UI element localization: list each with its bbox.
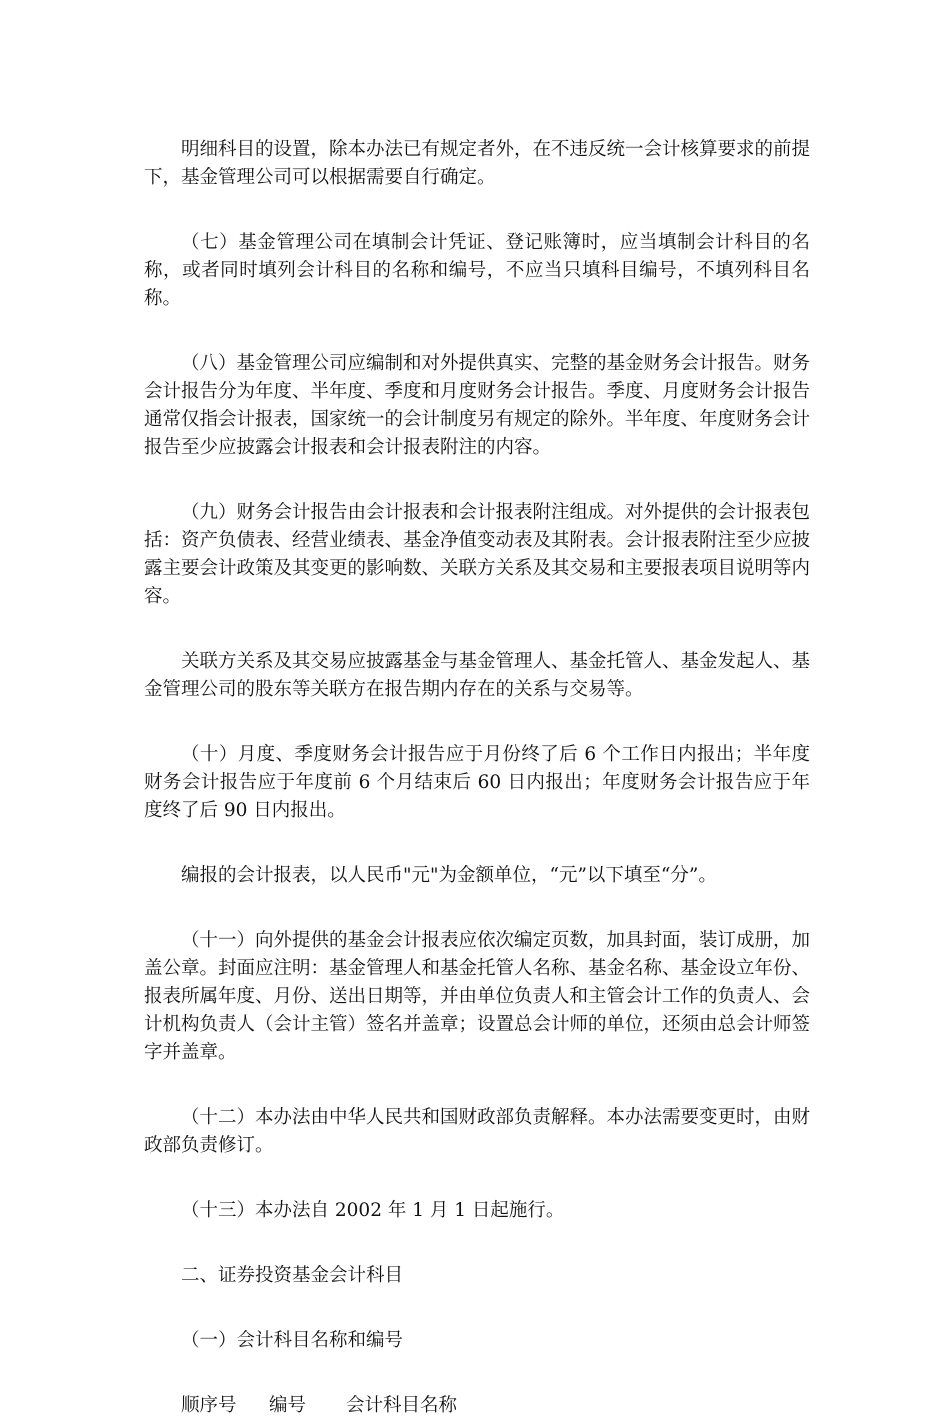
paragraph-item-10: （十）月度、季度财务会计报告应于月份终了后 6 个工作日内报出；半年度财务会计报告应于年度前 6 个月结束后 60 日内报出；年度财务会计报告应于年度终了后 90 日内报出。 [144,744,810,821]
section-heading: 二、证券投资基金会计科目 [181,1265,404,1286]
document-body [144,136,810,1420]
paragraph-detail-accounts: 明细科目的设置，除本办法已有规定者外，在不违反统一会计核算要求的前提下，基金管理公司可以根据需要自行确定。 [144,139,811,188]
column-header-account-name: 会计科目名称 [346,1395,458,1416]
paragraph-item-12: （十二）本办法由中华人民共和国财政部负责解释。本办法需要变更时，由财政部负责修订。 [144,1107,811,1156]
paragraph-currency-unit: 编报的会计报表，以人民币"元"为金额单位，“元”以下填至“分”。 [181,865,717,886]
paragraph-item-9: （九）财务会计报告由会计报表和会计报表附注组成。对外提供的会计报表包括：资产负债表、经营业绩表、基金净值变动表及其附表。会计报表附注至少应披露主要会计政策及其变更的影响数、关联方关系及其交易和主要报表项目说明等内容。 [144,502,811,607]
paragraph-item-8: （八）基金管理公司应编制和对外提供真实、完整的基金财务会计报告。财务会计报告分为年度、半年度、季度和月度财务会计报告。季度、月度财务会计报告通常仅指会计报表，国家统一的会计制度另有规定的除外。半年度、年度财务会计报告至少应披露会计报表和会计报表附注的内容。 [144,353,811,458]
paragraph-related-parties: 关联方关系及其交易应披露基金与基金管理人、基金托管人、基金发起人、基金管理公司的股东等关联方在报告期内存在的关系与交易等。 [144,651,811,700]
column-header-code: 编号 [269,1395,307,1416]
subsection-heading: （一）会计科目名称和编号 [181,1330,404,1351]
paragraph-item-11: （十一）向外提供的基金会计报表应依次编定页数，加具封面，装订成册，加盖公章。封面应注明：基金管理人和基金托管人名称、基金名称、基金设立年份、报表所属年度、月份、送出日期等，并由单位负责人和主管会计工作的负责人、会计机构负责人（会计主管）签名并盖章；设置总会计师的单位，还须由总会计师签字并盖章。 [144,930,811,1063]
column-header-sequence: 顺序号 [181,1395,237,1416]
paragraph-item-13: （十三）本办法自 2002 年 1 月 1 日起施行。 [181,1200,565,1221]
paragraph-item-7: （七）基金管理公司在填制会计凭证、登记账簿时，应当填制会计科目的名称，或者同时填列会计科目的名称和编号，不应当只填科目编号，不填列科目名称。 [144,232,810,309]
account-table-header [144,1392,810,1420]
